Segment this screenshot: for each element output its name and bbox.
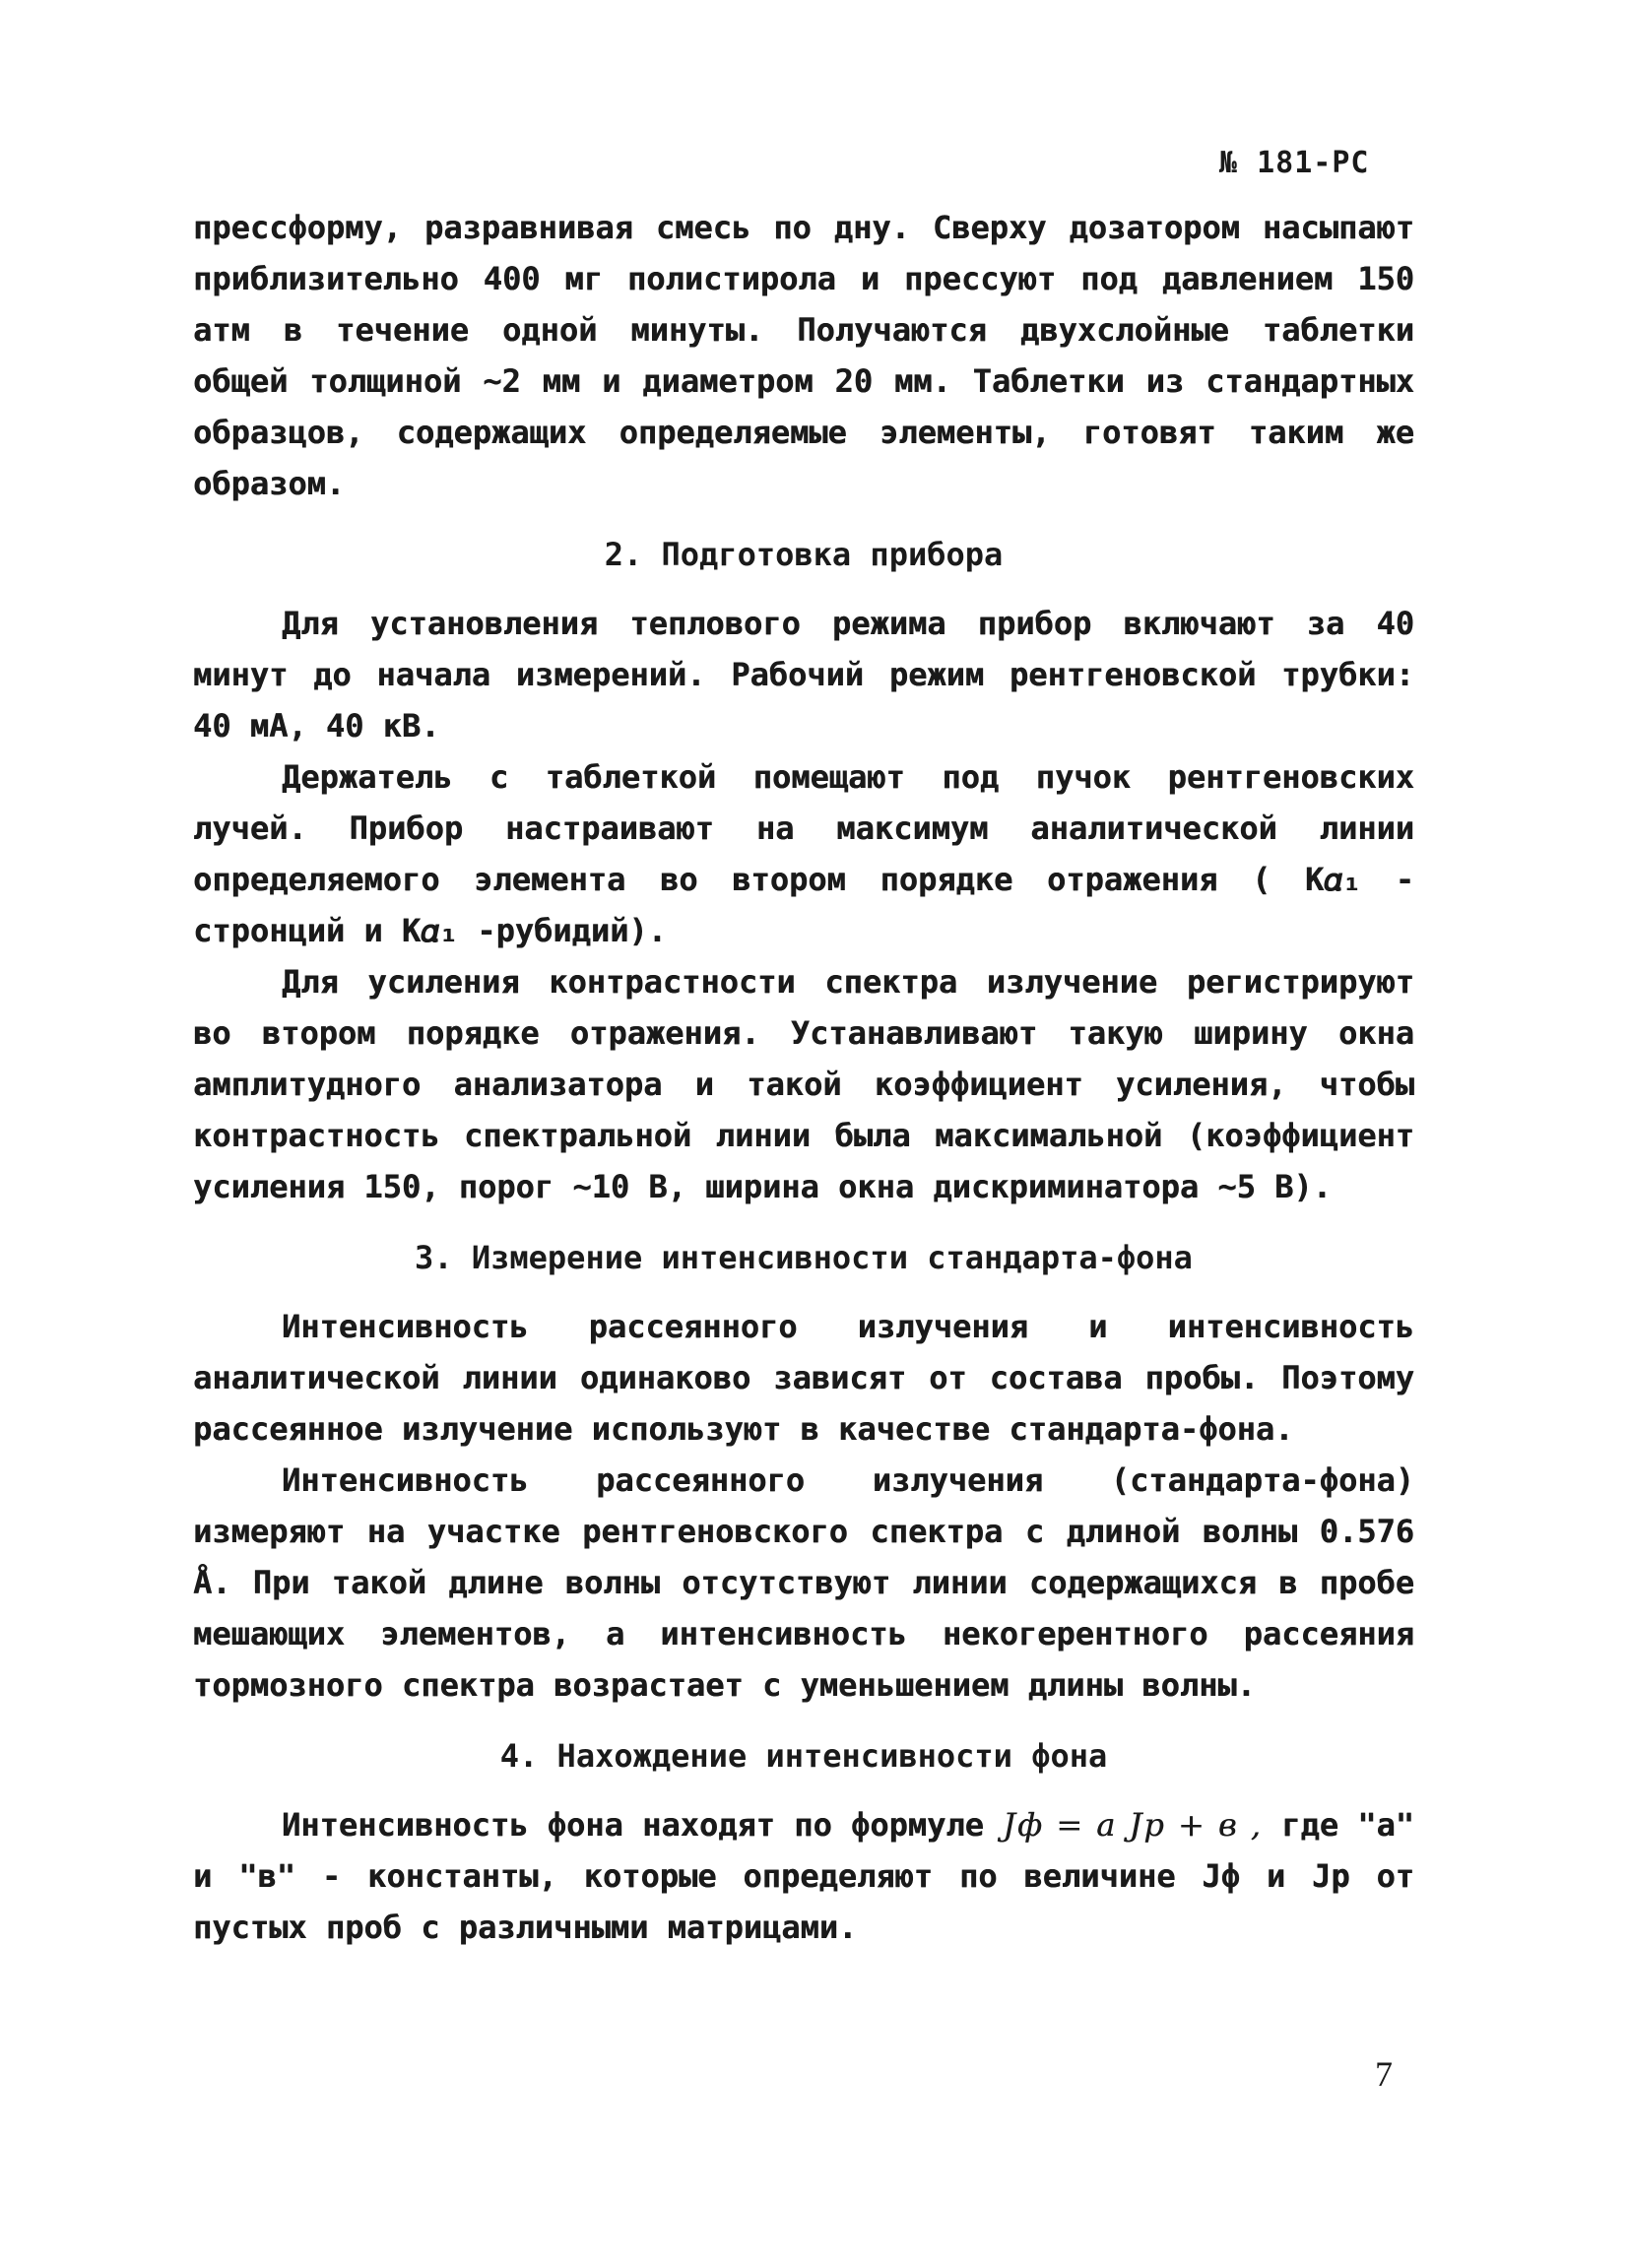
paragraph-2-2: Держатель с таблеткой помещают под пучок рентгеновских лучей. Прибор настраивают на максимум аналитической линии определяемого элемента во втором порядке отражения ( K𝛼₁ - стронций и K𝛼₁ -рубидий).: [193, 758, 1414, 949]
paragraph-3-1: Интенсивность рассеянного излучения и интенсивность аналитической линии одинаково зависят от состава пробы. Поэтому рассеянное излучение используют в качестве стандарта-фона.: [193, 1308, 1414, 1448]
section-heading-2: 2. Подготовка прибора: [604, 536, 1004, 573]
document-code: № 181-РС: [1219, 146, 1370, 180]
paragraph-2-1: Для установления теплового режима прибор включают за 40 минут до начала измерений. Рабочий режим рентгеновской трубки: 40 мА, 40 кВ.: [193, 605, 1414, 745]
section-heading-4: 4. Нахождение интенсивности фона: [499, 1737, 1108, 1775]
paragraph-4-1-lead: Интенсивность фона находят по формуле: [282, 1806, 984, 1844]
paragraph-intro: прессформу, разравнивая смесь по дну. Сверху дозатором насыпают приблизительно 400 мг полистирола и прессуют под давлением 150 атм в течение одной минуты. Получаются двухслойные таблетки общей толщиной ~2 мм и диаметром 20 мм. Таблетки из стандартных образцов, содержащих определяемые элементы, готовят таким же образом.: [193, 209, 1414, 502]
section-heading-3: 3. Измерение интенсивности стандарта-фона: [415, 1239, 1193, 1276]
background-formula: Jф = a Jр + в ,: [1003, 1806, 1263, 1844]
document-body: [193, 202, 1414, 1953]
paragraph-4-1: [193, 1799, 1414, 1953]
page-number: 7: [1375, 2054, 1393, 2094]
paragraph-4-1-tail: где "a" и "в" - константы, которые определяют по величине Jф и Jр от пустых проб с различными матрицами.: [193, 1806, 1415, 1946]
paragraph-2-3: Для усиления контрастности спектра излучение регистрируют во втором порядке отражения. Устанавливают такую ширину окна амплитудного анализатора и такой коэффициент усиления, чтобы контрастность спектральной линии была максимальной (коэффициент усиления 150, порог ~10 В, ширина окна дискриминатора ~5 В).: [193, 963, 1414, 1205]
paragraph-3-2: Интенсивность рассеянного излучения (стандарта-фона) измеряют на участке рентгеновского спектра с длиной волны 0.576 Å. При такой длине волны отсутствуют линии содержащихся в пробе мешающих элементов, а интенсивность некогерентного рассеяния тормозного спектра возрастает с уменьшением длины волны.: [193, 1461, 1414, 1704]
